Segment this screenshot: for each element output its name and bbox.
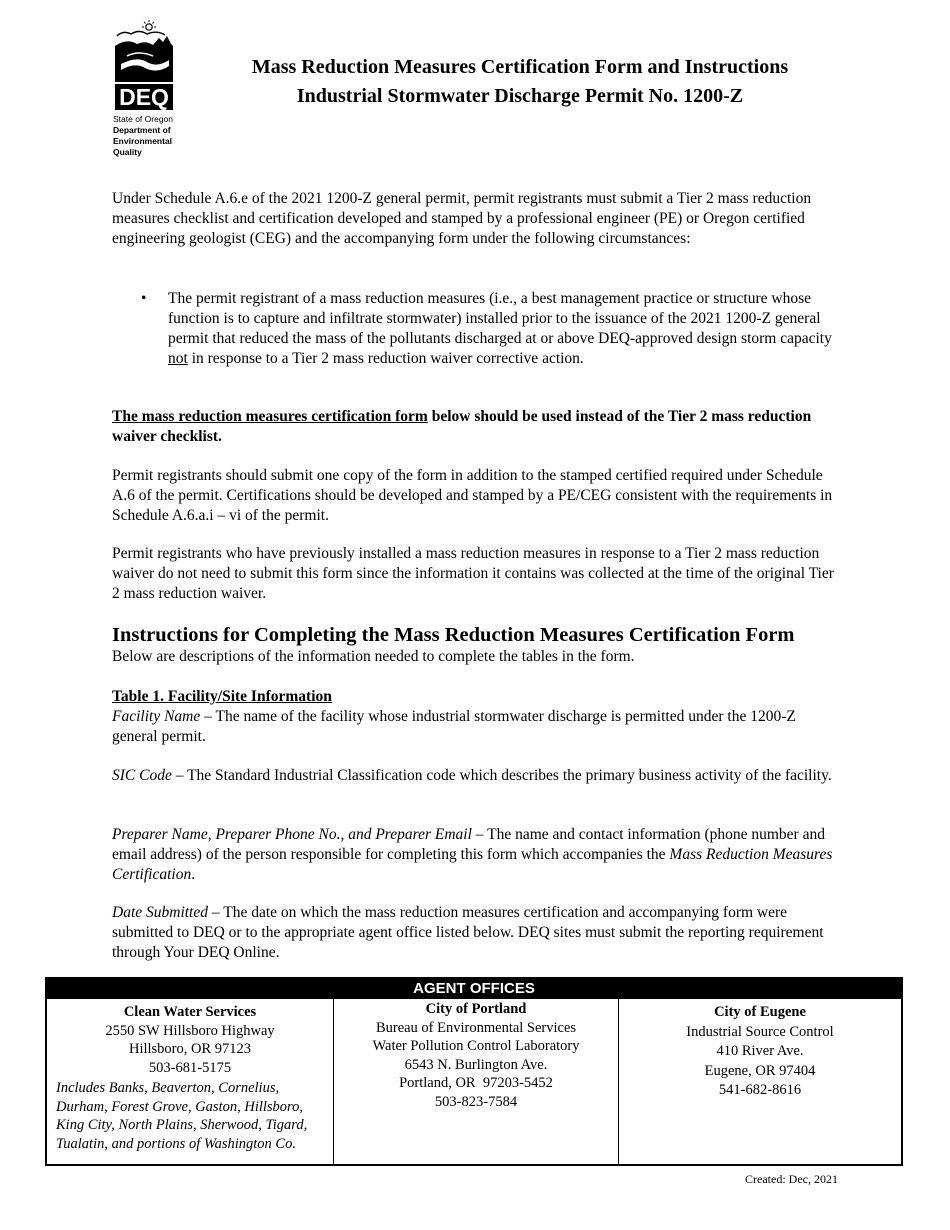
city-of-eugene-office: City of Eugene Industrial Source Control 410 River Ave. Eugene, OR 97404 541-682-8616 [618, 999, 901, 1164]
agent-offices-table [45, 977, 903, 1166]
bullet-marker: • [141, 290, 147, 307]
office-name: City of Eugene [714, 1004, 806, 1020]
preparer-definition: Preparer Name, Preparer Phone No., and Preparer Email – The name and contact information (phone number and email address) of the person responsible for completing this form which accompanies the Mass Reduction Measures Certification. [112, 826, 833, 883]
table1-heading: Table 1. Facility/Site Information [112, 688, 332, 705]
intro-paragraph: Under Schedule A.6.e of the 2021 1200-Z general permit, permit registrants must submit a Tier 2 mass reduction measures checklist and certification developed and stamped by a professional engineer (PE) or Oregon certified engineering geologist (CEG) and the accompanying form under the following circumstances: [112, 190, 812, 247]
facility-name-definition: Facility Name – The name of the facility whose industrial stormwater discharge is permitted under the 1200-Z general permit. [112, 708, 796, 745]
service-area: Includes Banks, Beaverton, Cornelius, Durham, Forest Grove, Gaston, Hillsboro, King City, North Plains, Sherwood, Tigard, Tualatin, and portions of Washington Co. [56, 1080, 308, 1152]
logo-acronym: DEQ [119, 84, 169, 110]
instructions-section [112, 623, 872, 667]
office-phone: 541-682-8616 [718, 1082, 802, 1098]
instructions-subtext: Below are descriptions of the information needed to complete the tables in the form. [112, 648, 635, 665]
form-usage-note: The mass reduction measures certification form below should be used instead of the Tier 2 mass reduction waiver checklist. [112, 408, 812, 445]
circumstance-bullet: The permit registrant of a mass reduction measures (i.e., a best management practice or structure whose function is to capture and infiltrate stormwater) installed prior to the issuance of the 2021 1200-Z general permit that reduced the mass of the pollutants discharged at or above DEQ-approved design storm capacity not in response to a Tier 2 mass reduction waiver corrective action. [168, 290, 832, 367]
logo-subtext: State of Oregon Department of Environmental Quality [113, 114, 174, 157]
title-line-1: Mass Reduction Measures Certification Form and Instructions [251, 56, 789, 78]
sic-code-definition: SIC Code – The Standard Industrial Classification code which describes the primary business activity of the facility. [112, 767, 832, 784]
oregon-landscape-icon [113, 20, 175, 112]
office-phone: 503-681-5175 [148, 1059, 232, 1076]
instructions-heading: Instructions for Completing the Mass Reduction Measures Certification Form [112, 624, 795, 646]
deq-logo [113, 20, 175, 158]
clean-water-services-office: Clean Water Services 2550 SW Hillsboro Highway Hillsboro, OR 97123 503-681-5175 Includes Banks, Beaverton, Cornelius, Durham, Forest Grove, Gaston, Hillsboro, King City, North Plains, Sherwood, Tigard, Tualatin, and portions of Washington Co. [47, 999, 333, 1164]
page-title [180, 53, 860, 111]
created-date: Created: Dec, 2021 [745, 1172, 838, 1186]
date-submitted-definition: Date Submitted – The date on which the mass reduction measures certification and accompanying form were submitted to DEQ or to the appropriate agent office listed below. DEQ sites must submit the reporting requirement through Your DEQ Online. [112, 904, 824, 961]
city-of-portland-office: City of Portland Bureau of Environmental Services Water Pollution Control Laboratory 6543 N. Burlington Ave. Portland, OR 97203-5452 503-823-7584 [333, 999, 618, 1164]
office-name: City of Portland [425, 1001, 527, 1017]
submit-paragraph: Permit registrants should submit one copy of the form in addition to the stamped certified required under Schedule A.6 of the permit. Certifications should be developed and stamped by a PE/CEG consistent with the requirements in Schedule A.6.a.i – vi of the permit. [112, 467, 833, 524]
office-phone: 503-823-7584 [434, 1093, 518, 1110]
agent-offices-heading: AGENT OFFICES [47, 979, 901, 999]
previous-installation-paragraph: Permit registrants who have previously installed a mass reduction measures in response to a Tier 2 mass reduction waiver do not need to submit this form since the information it contains was collected at the time of the original Tier 2 mass reduction waiver. [112, 545, 834, 602]
office-name: Clean Water Services [123, 1004, 257, 1020]
title-line-2: Industrial Stormwater Discharge Permit No. 1200-Z [296, 85, 744, 107]
